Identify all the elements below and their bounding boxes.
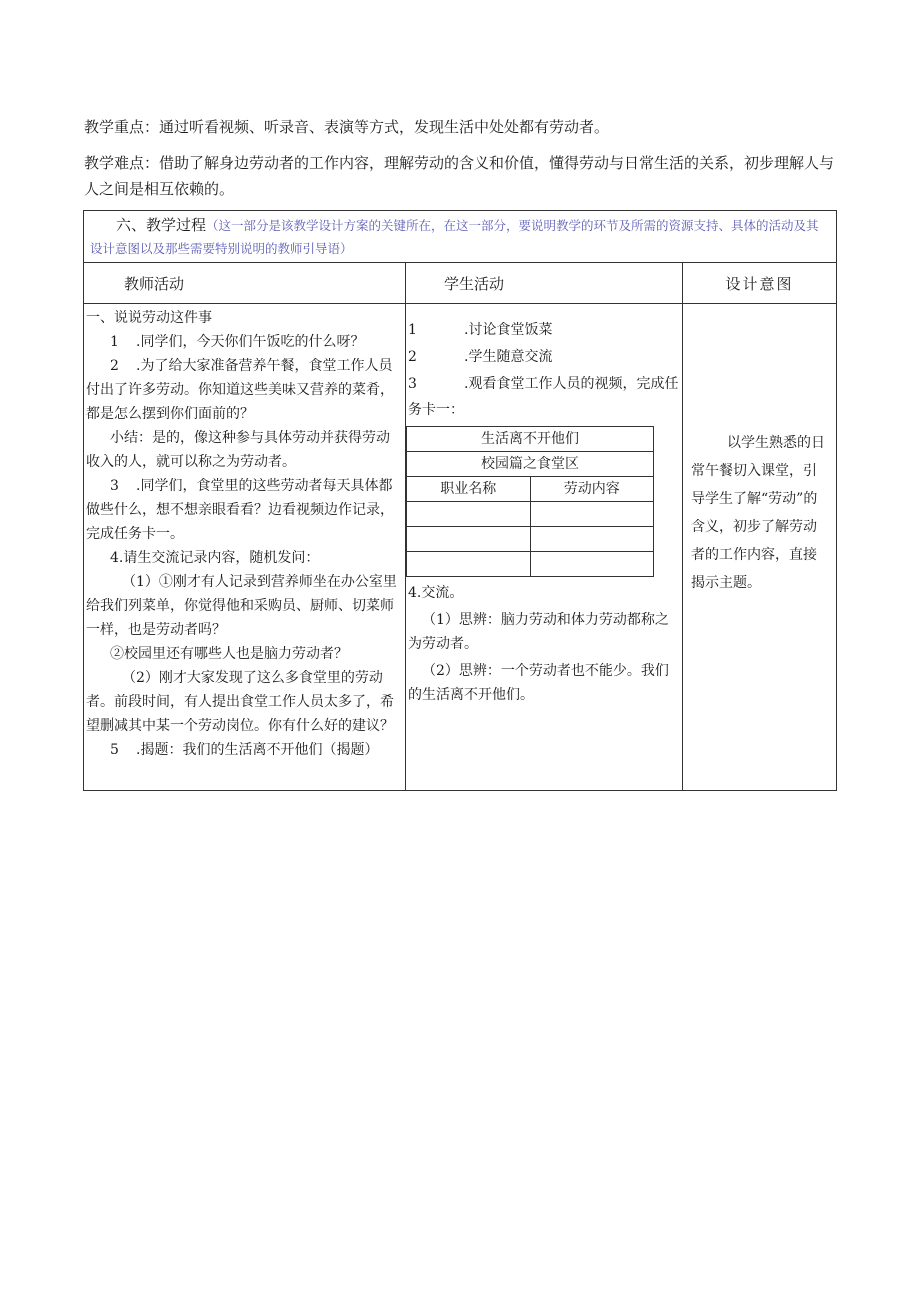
- key-point: 教学重点：通过听看视频、听录音、表演等方式，发现生活中处处都有劳动者。: [84, 118, 610, 136]
- task-card: [406, 426, 654, 577]
- task-card-col-work: 劳动内容: [530, 477, 654, 502]
- step-number: 3: [110, 478, 119, 494]
- design-text: 以学生熟悉的日常午餐切入课堂，引导学生了解“劳动”的含义，初步了解劳动者的工作内容，直接揭示主题。: [691, 435, 825, 591]
- teacher-question-1: （1）①刚才有人记录到营养师坐在办公室里给我们列菜单，你觉得他和采购员、厨师、切菜师一样，也是劳动者吗？: [86, 574, 397, 638]
- teacher-step-5: .揭题：我们的生活离不开他们（揭题）: [136, 742, 379, 758]
- section-title: 六、教学过程: [116, 216, 207, 234]
- teacher-summary: 小结：是的，像这种参与具体劳动并获得劳动收入的人，就可以称之为劳动者。: [86, 430, 390, 470]
- step-number: 2: [408, 349, 417, 365]
- difficulty: 教学难点：借助了解身边劳动者的工作内容，理解劳动的含义和价值，懂得劳动与日常生活的关系，初步理解人与人之间是相互依赖的。: [84, 154, 835, 198]
- teacher-question-2: （2）刚才大家发现了这么多食堂里的劳动者。前段时间，有人提出食堂工作人员太多了，希望删减其中某一个劳动岗位。你有什么好的建议？: [86, 670, 394, 734]
- task-card-cell[interactable]: [407, 552, 531, 577]
- section-note: （这一部分是该教学设计方案的关键所在，在这一部分，要说明教学的环节及所需的资源支持、具体的活动及其设计意图以及那些需要特别说明的教师引导语）: [90, 218, 819, 256]
- task-card-cell[interactable]: [530, 527, 654, 552]
- teacher-step-1: .同学们，今天你们午饭吃的什么呀？: [136, 334, 365, 350]
- teacher-activities: [84, 304, 406, 791]
- student-step-1: .讨论食堂饭菜: [464, 322, 553, 338]
- task-card-title: 生活离不开他们: [407, 427, 654, 452]
- task-card-cell[interactable]: [407, 502, 531, 527]
- task-card-col-job: 职业名称: [407, 477, 531, 502]
- student-reflection-1: （1）思辨：脑力劳动和体力劳动都称之为劳动者。: [408, 612, 669, 652]
- header-student: 学生活动: [406, 263, 683, 304]
- task-card-subtitle: 校园篇之食堂区: [407, 452, 654, 477]
- step-number: 2: [110, 358, 119, 374]
- student-reflection-2: （2）思辨：一个劳动者也不能少。我们的生活离不开他们。: [408, 663, 669, 703]
- student-step-4: 4.交流。: [408, 585, 464, 601]
- student-step-3-cont: 务卡一：: [408, 402, 464, 418]
- section-header: [84, 211, 837, 263]
- step-number: 3: [408, 376, 417, 392]
- header-design: 设计意图: [683, 263, 837, 304]
- step-number: 5: [110, 742, 119, 758]
- design-intent: [683, 304, 837, 791]
- teacher-step-4: 4.请生交流记录内容，随机发问：: [110, 550, 320, 566]
- task-card-cell[interactable]: [530, 552, 654, 577]
- teacher-heading: 一、说说劳动这件事: [86, 310, 212, 326]
- header-teacher: 教师活动: [84, 263, 406, 304]
- teacher-step-3: .同学们，食堂里的这些劳动者每天具体都做些什么，想不想亲眼看看？边看视频边作记录，完成任务卡一。: [86, 478, 394, 542]
- teacher-question-1b: ②校园里还有哪些人也是脑力劳动者？: [110, 646, 348, 662]
- task-card-cell[interactable]: [407, 527, 531, 552]
- student-activities: [406, 304, 683, 791]
- step-number: 1: [110, 334, 119, 350]
- student-step-2: .学生随意交流: [464, 349, 553, 365]
- step-number: 1: [408, 322, 417, 338]
- task-card-cell[interactable]: [530, 502, 654, 527]
- teacher-step-2: .为了给大家准备营养午餐，食堂工作人员付出了许多劳动。你知道这些美味又营养的菜肴，都是怎么摆到你们面前的？: [86, 358, 394, 422]
- student-step-3: .观看食堂工作人员的视频，完成任: [464, 376, 679, 392]
- process-table: [83, 210, 837, 791]
